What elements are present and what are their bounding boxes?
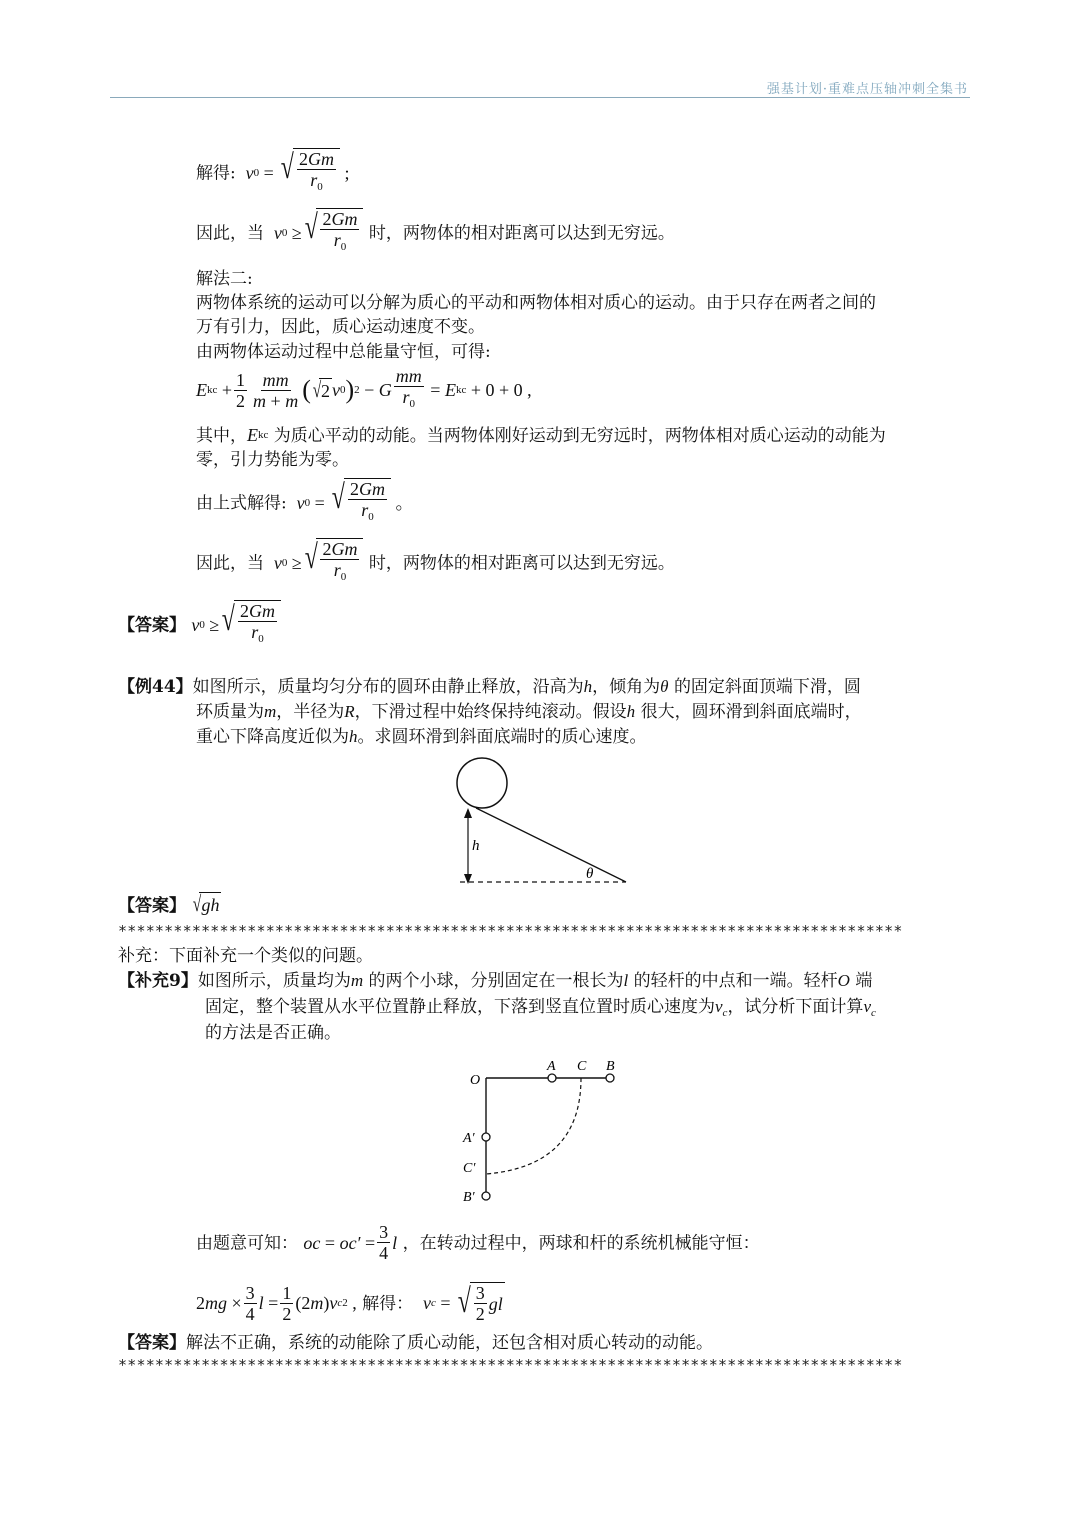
sol2-paragraph-3a: 其中， E kc 为质心平动的动能。当两物体刚好运动到无穷远时，两物体相对质心运动的动能为 bbox=[196, 425, 886, 446]
height-label: h bbox=[472, 838, 480, 854]
sol2-paragraph-2: 由两物体运动过程中总能量守恒，可得: bbox=[196, 342, 491, 362]
answer-2: 【答案】 √ gh bbox=[118, 891, 220, 916]
supp-line-1: 【补充9】如图所示，质量均为m 的两个小球，分别固定在一根长为l 的轻杆的中点和一端。轻杆O 端 bbox=[118, 971, 873, 991]
label-C-prime: C′ bbox=[463, 1161, 476, 1176]
page-header-title: 强基计划·重难点压轴冲刺全集书 bbox=[766, 82, 968, 97]
supp-intro: 补充：下面补充一个类似的问题。 bbox=[118, 946, 373, 966]
incline-line bbox=[476, 808, 626, 882]
sol2-paragraph-3b: 零，引力势能为零。 bbox=[196, 450, 349, 470]
sol2-paragraph-1a: 两物体系统的运动可以分解为质心的平动和两物体相对质心的运动。由于只存在两者之间的 bbox=[196, 293, 876, 313]
sol1-therefore-line: 因此，当 v 0 ≥ √ $\frac{2Gm}{r_0}$ 时，两物体的相对距离可以达到无穷远。 bbox=[196, 208, 675, 257]
energy-equation: E kc + $\frac{1}{2}$ $\frac{mm}{m + m}$ ( √ 2 v 0 ) 2 − G $\frac{mm}{r_0}$ = E kc + 0 + 0 , bbox=[196, 366, 532, 411]
sol2-solve-line: 由上式解得: v 0 = √ $\frac{2Gm}{r_0}$ 。 bbox=[196, 478, 413, 527]
arc-path-dashed bbox=[486, 1078, 581, 1174]
supp-line-2: 固定，整个装置从水平位置静止释放，下落到竖直位置时质心速度为$v_c$，试分析下面计算$v_c$ bbox=[205, 997, 876, 1019]
ex44-line-1: 【例44】如图所示，质量均匀分布的圆环由静止释放，沿高为h，倾角为θ 的固定斜面顶端下滑，圆 bbox=[118, 677, 861, 697]
label-C: C bbox=[577, 1059, 587, 1074]
answer-3: 【答案】解法不正确，系统的动能除了质心动能，还包含相对质心转动的动能。 bbox=[118, 1333, 713, 1353]
supp-energy-line: 2 mg × $\frac{3}{4}$ l = $\frac{1}{2}$ (2 m ) v c 2 , 解得： v c = √ $\frac{3}{2}$ gl bbox=[196, 1282, 503, 1324]
separator-stars-1: ************************************************************************************* bbox=[118, 922, 903, 940]
angle-label: θ bbox=[586, 866, 594, 882]
label-B: B bbox=[606, 1059, 615, 1074]
header-divider bbox=[110, 97, 970, 98]
sol1-solve-line: 解得: v 0 = √ $\frac{2Gm}{r_0}$ ; bbox=[196, 148, 349, 197]
separator-stars-2: ************************************************************************************* bbox=[118, 1356, 903, 1374]
label-A-prime: A′ bbox=[463, 1131, 475, 1146]
label-A: A bbox=[547, 1059, 556, 1074]
ex44-line-2: 环质量为m，半径为R，下滑过程中始终保持纯滚动。假设h 很大，圆环滑到斜面底端时， bbox=[196, 702, 862, 722]
sol2-therefore-line: 因此，当 v 0 ≥ √ $\frac{2Gm}{r_0}$ 时，两物体的相对距离可以达到无穷远。 bbox=[196, 538, 675, 587]
ex44-line-3: 重心下降高度近似为h。求圆环滑到斜面底端时的质心速度。 bbox=[196, 727, 647, 747]
incline-figure bbox=[440, 752, 640, 892]
answer-1: 【答案】 v 0 ≥ √ $\frac{2Gm}{r_0}$ bbox=[118, 600, 281, 649]
label-B-prime: B′ bbox=[463, 1190, 475, 1205]
sol2-paragraph-1b: 万有引力，因此，质心运动速度不变。 bbox=[196, 317, 485, 337]
label-O: O bbox=[470, 1073, 481, 1088]
supp-derive-line: 由题意可知： oc = oc′ = $\frac{3}{4}$ l ，在转动过程中，两球和杆的系统机械能守恒： bbox=[196, 1222, 760, 1263]
ball-A-prime bbox=[482, 1133, 490, 1141]
sol2-title: 解法二: bbox=[196, 269, 253, 289]
ball-B bbox=[606, 1074, 614, 1082]
formula-v0-ineq: v 0 ≥ √ $\frac{2Gm}{r_0}$ bbox=[269, 208, 363, 257]
supp-line-3: 的方法是否正确。 bbox=[205, 1023, 341, 1043]
rod-figure bbox=[460, 1056, 630, 1206]
ring-circle bbox=[457, 758, 507, 808]
formula-v0: v 0 = √ $\frac{2Gm}{r_0}$ ; bbox=[241, 148, 349, 197]
ball-B-prime bbox=[482, 1192, 490, 1200]
ball-A bbox=[548, 1074, 556, 1082]
